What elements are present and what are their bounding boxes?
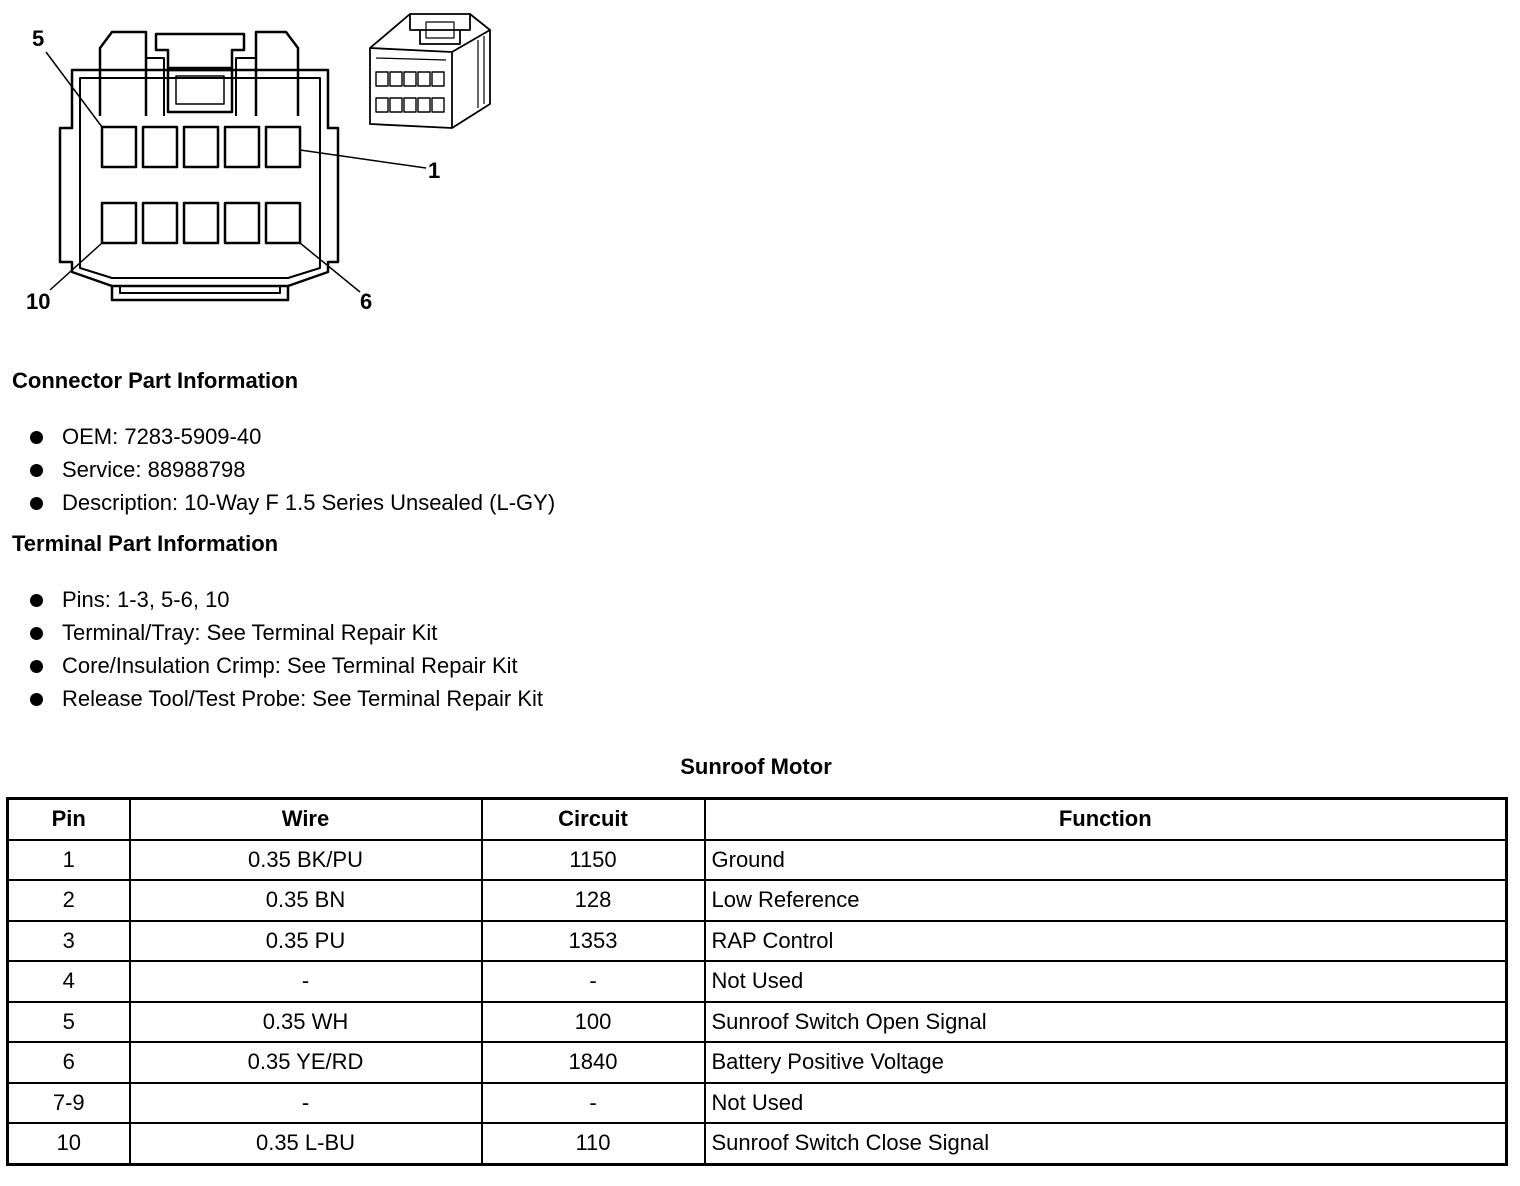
list-item [30, 682, 543, 715]
bullet-icon [30, 464, 43, 477]
list-item [30, 453, 555, 486]
cell-circuit: 110 [482, 1123, 705, 1164]
list-item [30, 649, 543, 682]
cell-pin: 6 [8, 1042, 130, 1083]
cell-wire: - [130, 1083, 482, 1124]
table-row [8, 921, 1507, 962]
cell-circuit: 128 [482, 880, 705, 921]
cell-wire: - [130, 961, 482, 1002]
cell-function: Sunroof Switch Open Signal [705, 1002, 1507, 1043]
connector-oem: OEM: 7283-5909-40 [62, 424, 262, 449]
table-row [8, 1123, 1507, 1164]
cell-wire: 0.35 BK/PU [130, 840, 482, 881]
cell-function: Sunroof Switch Close Signal [705, 1123, 1507, 1164]
terminal-tray: Terminal/Tray: See Terminal Repair Kit [62, 620, 438, 645]
cell-wire: 0.35 YE/RD [130, 1042, 482, 1083]
cell-pin: 1 [8, 840, 130, 881]
list-item [30, 486, 555, 519]
connector-service: Service: 88988798 [62, 457, 246, 482]
cell-wire: 0.35 WH [130, 1002, 482, 1043]
pinout-table [6, 797, 1508, 1166]
terminal-crimp: Core/Insulation Crimp: See Terminal Repair Kit [62, 653, 518, 678]
cell-function: Ground [705, 840, 1507, 881]
connector-diagram [0, 0, 520, 340]
connector-front-view [60, 32, 338, 300]
table-row [8, 961, 1507, 1002]
pin-label-1: 1 [428, 158, 441, 183]
bullet-icon [30, 594, 43, 607]
cell-wire: 0.35 PU [130, 921, 482, 962]
pin-label-5: 5 [32, 26, 45, 51]
cell-wire: 0.35 BN [130, 880, 482, 921]
list-item [30, 616, 543, 649]
cell-function: RAP Control [705, 921, 1507, 962]
list-item [30, 420, 555, 453]
bullet-icon [30, 693, 43, 706]
table-caption: Sunroof Motor [680, 754, 832, 779]
bullet-icon [30, 660, 43, 673]
bullet-icon [30, 627, 43, 640]
cell-circuit: 1353 [482, 921, 705, 962]
cell-circuit: 100 [482, 1002, 705, 1043]
header-function: Function [705, 799, 1507, 840]
table-row [8, 1083, 1507, 1124]
cell-circuit: 1840 [482, 1042, 705, 1083]
cell-function: Not Used [705, 1083, 1507, 1124]
table-row [8, 840, 1507, 881]
header-circuit: Circuit [482, 799, 705, 840]
terminal-pins: Pins: 1-3, 5-6, 10 [62, 587, 230, 612]
connector-description: Description: 10-Way F 1.5 Series Unsealed (L-GY) [62, 490, 556, 515]
table-row [8, 1002, 1507, 1043]
list-item [30, 583, 543, 616]
table-row [8, 1042, 1507, 1083]
cell-function: Not Used [705, 961, 1507, 1002]
cell-pin: 2 [8, 880, 130, 921]
terminal-release-tool: Release Tool/Test Probe: See Terminal Repair Kit [62, 686, 543, 711]
cell-pin: 3 [8, 921, 130, 962]
cell-circuit: 1150 [482, 840, 705, 881]
connector-info-title: Connector Part Information [12, 368, 299, 393]
terminal-info-title: Terminal Part Information [12, 531, 279, 556]
pin-label-10: 10 [26, 289, 51, 314]
terminal-info-list [30, 583, 543, 715]
header-wire: Wire [130, 799, 482, 840]
pin-label-6: 6 [360, 289, 373, 314]
cell-pin: 7-9 [8, 1083, 130, 1124]
connector-isometric-view [370, 14, 490, 128]
cell-wire: 0.35 L-BU [130, 1123, 482, 1164]
bullet-icon [30, 497, 43, 510]
bullet-icon [30, 431, 43, 444]
cell-pin: 4 [8, 961, 130, 1002]
cell-pin: 10 [8, 1123, 130, 1164]
cell-function: Battery Positive Voltage [705, 1042, 1507, 1083]
cell-function: Low Reference [705, 880, 1507, 921]
connector-info-list [30, 420, 555, 519]
table-header-row [8, 799, 1507, 840]
cell-circuit: - [482, 1083, 705, 1124]
header-pin: Pin [8, 799, 130, 840]
table-row [8, 880, 1507, 921]
cell-circuit: - [482, 961, 705, 1002]
cell-pin: 5 [8, 1002, 130, 1043]
